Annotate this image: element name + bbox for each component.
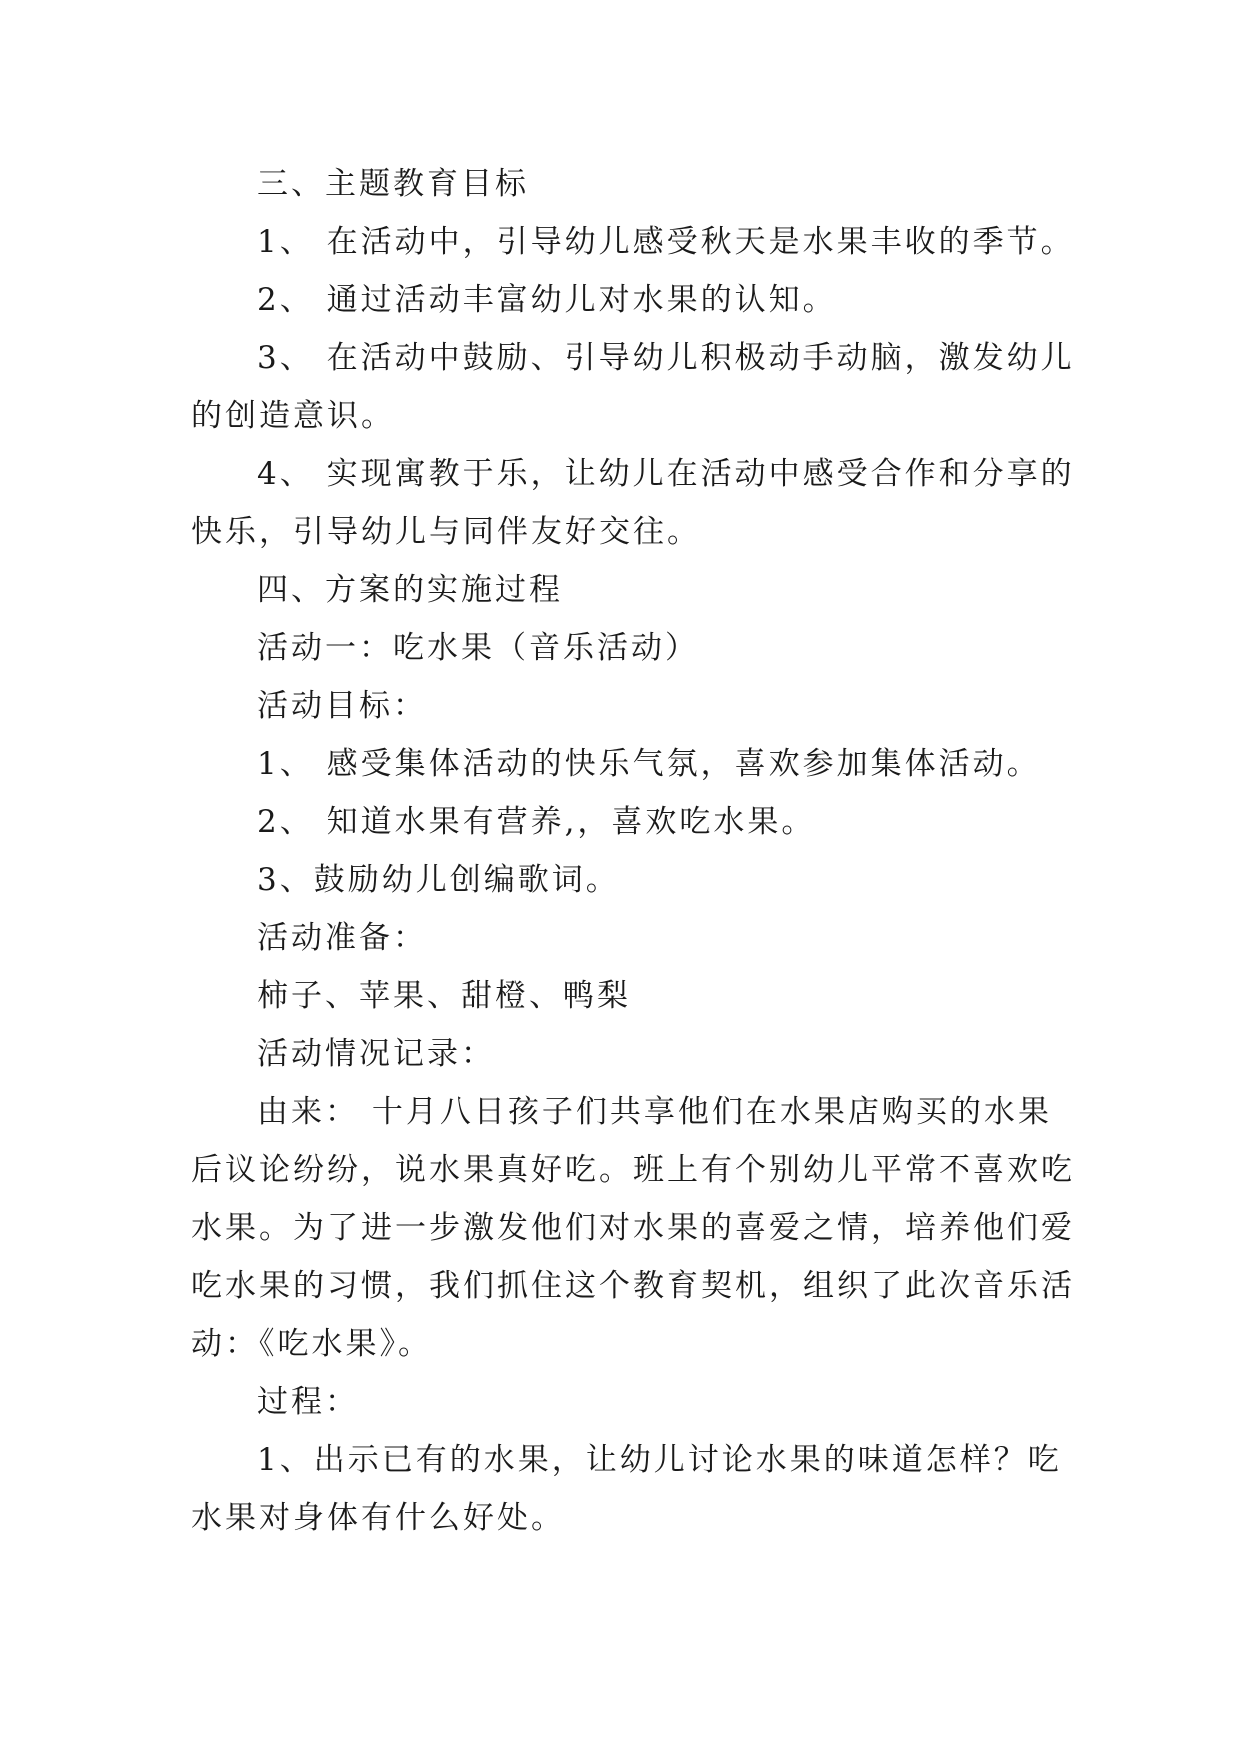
paragraph-line: 柿子、苹果、甜橙、鸭梨 xyxy=(257,978,631,1014)
list-item: 1、出示已有的水果，让幼儿讨论水果的味道怎样？吃 xyxy=(257,1442,1062,1478)
paragraph-line: 后议论纷纷，说水果真好吃。班上有个别幼儿平常不喜欢吃 xyxy=(191,1152,1075,1188)
section-heading: 三、主题教育目标 xyxy=(257,166,529,202)
list-item: 3、鼓励幼儿创编歌词。 xyxy=(257,862,620,898)
list-item: 1、 感受集体活动的快乐气氛，喜欢参加集体活动。 xyxy=(257,746,1041,782)
list-item: 2、 通过活动丰富幼儿对水果的认知。 xyxy=(257,282,837,318)
list-item-continuation: 快乐，引导幼儿与同伴友好交往。 xyxy=(191,514,701,550)
paragraph-line: 吃水果的习惯，我们抓住这个教育契机，组织了此次音乐活 xyxy=(191,1268,1075,1304)
list-item-continuation: 的创造意识。 xyxy=(191,398,395,434)
section-heading: 四、方案的实施过程 xyxy=(257,572,563,608)
document-body xyxy=(191,155,1075,1547)
list-item: 3、 在活动中鼓励、引导幼儿积极动手动脑，激发幼儿 xyxy=(257,340,1075,376)
subheading: 活动情况记录： xyxy=(257,1036,495,1072)
list-item: 2、 知道水果有营养,，喜欢吃水果。 xyxy=(257,804,816,840)
paragraph-line: 水果。为了进一步激发他们对水果的喜爱之情，培养他们爱 xyxy=(191,1210,1075,1246)
list-item: 1、 在活动中，引导幼儿感受秋天是水果丰收的季节。 xyxy=(257,224,1075,260)
list-item: 4、 实现寓教于乐，让幼儿在活动中感受合作和分享的 xyxy=(257,456,1075,492)
list-item-continuation: 水果对身体有什么好处。 xyxy=(191,1500,565,1536)
activity-title: 活动一：吃水果（音乐活动） xyxy=(257,630,699,666)
subheading: 过程： xyxy=(257,1384,359,1420)
subheading: 活动目标： xyxy=(257,688,427,724)
paragraph-line: 由来： 十月八日孩子们共享他们在水果店购买的水果 xyxy=(257,1094,1052,1130)
subheading: 活动准备： xyxy=(257,920,427,956)
paragraph-line: 动：《吃水果》。 xyxy=(191,1326,432,1362)
